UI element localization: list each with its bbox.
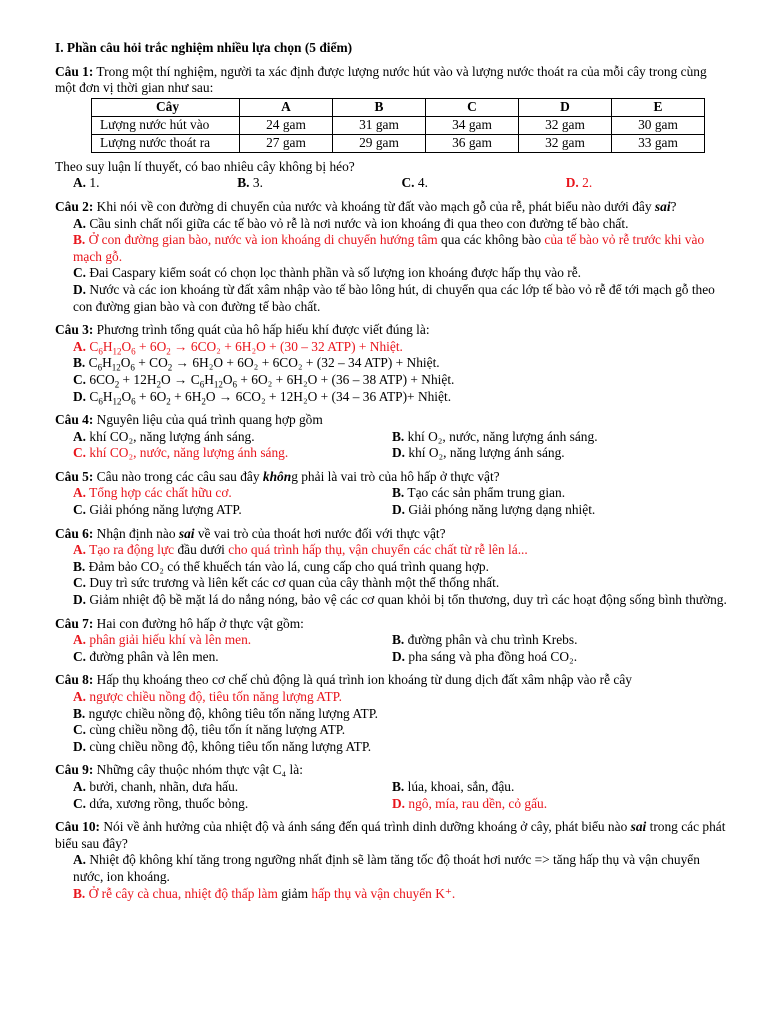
question-text: Trong một thí nghiệm, người ta xác định được lượng nước hút vào và lượng nước thoát ra của mỗi cây trong cùng một đơn vị thời gian như sau: <box>55 63 707 96</box>
option-c: C. Giải phóng năng lượng ATP. <box>73 502 242 518</box>
table-cell: 30 gam <box>612 116 705 134</box>
option-a: A. 1. <box>73 175 100 191</box>
table-cell: 24 gam <box>240 116 333 134</box>
option-b: B. 3. <box>237 175 263 191</box>
table-cell: 29 gam <box>333 134 426 152</box>
question-8: Câu 8: Hấp thụ khoáng theo cơ chế chủ động là quá trình ion khoáng từ dung dịch đất xâm nhập vào rễ cây A. ngược chiều nồng độ, tiêu tốn năng lượng ATP. B. ngược chiều nồng độ, không tiêu tốn năng lượng ATP. C. cùng chiều nồng độ, tiêu tốn ít năng lượng ATP. D. cùng chiều nồng độ, không tiêu tốn năng lượng ATP. <box>55 672 730 755</box>
option-b: B. Ở con đường gian bào, nước và ion khoáng di chuyển hướng tâm qua các không bào của tế bào vỏ rễ trước khi vào mạch gỗ. <box>73 232 705 264</box>
table-cell: 32 gam <box>519 116 612 134</box>
question-10: Câu 10: Nói về ảnh hưởng của nhiệt độ và ánh sáng đến quá trình dinh dưỡng khoáng ở cây, phát biểu nào sai trong các phát biểu sau đây? A. Nhiệt độ không khí tăng trong ngưỡng nhất định sẽ làm tăng tốc độ thoát hơi nước => tăng hấp thụ và vận chuyển nước, ion khoáng. B. Ở rễ cây cà chua, nhiệt độ thấp làm giảm hấp thụ và vận chuyển K⁺. <box>55 819 730 902</box>
option-c: C. cùng chiều nồng độ, tiêu tốn ít năng lượng ATP. <box>73 722 346 738</box>
option-c: C. đường phân và lên men. <box>73 648 219 664</box>
option-b: B. Tạo các sản phẩm trung gian. <box>392 485 566 501</box>
option-d: D. khí O₂, năng lượng ánh sáng. <box>392 445 565 461</box>
option-c: C. 4. <box>401 175 428 191</box>
table-row <box>92 116 705 134</box>
option-a: A. bưởi, chanh, nhãn, dưa hấu. <box>73 778 239 794</box>
table-header-cell: B <box>333 98 426 116</box>
table-header-cell: A <box>240 98 333 116</box>
option-a: A. phân giải hiếu khí và lên men. <box>73 632 252 648</box>
table-cell: 27 gam <box>240 134 333 152</box>
question-9: Câu 9: Những cây thuộc nhóm thực vật C₄ là: A. bưởi, chanh, nhãn, dưa hấu. B. lúa, khoai, sắn, đậu. C. dứa, xương rồng, thuốc bỏng. D. ngô, mía, rau dền, cỏ gấu. <box>55 762 730 812</box>
table-cell: Lượng nước hút vào <box>92 116 240 134</box>
table-cell: Lượng nước thoát ra <box>92 134 240 152</box>
option-d: D. cùng chiều nồng độ, không tiêu tốn năng lượng ATP. <box>73 738 372 754</box>
table-cell: 33 gam <box>612 134 705 152</box>
table-header-cell: C <box>426 98 519 116</box>
option-b: B. Đảm bảo CO₂ có thể khuếch tán vào lá, cung cấp cho quá trình quang hợp. <box>73 558 489 574</box>
option-c: C. $6CO_2 + 12H_2O \to C_6H_{12}O_6 + 6O_2 + 6H_2O + (36 - 38$ ATP) + Nhiệt. <box>73 371 455 390</box>
question-label: Câu 1: <box>55 63 94 79</box>
question-7: Câu 7: Hai con đường hô hấp ở thực vật gồm: A. phân giải hiếu khí và lên men. B. đường phân và chu trình Krebs. C. đường phân và lên men. D. pha sáng và pha đồng hoá CO₂. <box>55 616 730 666</box>
table-cell: 34 gam <box>426 116 519 134</box>
question-5: Câu 5: Câu nào trong các câu sau đây không phải là vai trò của hô hấp ở thực vật? A. Tổng hợp các chất hữu cơ. B. Tạo các sản phẩm trung gian. C. Giải phóng năng lượng ATP. D. Giải phóng năng lượng dạng nhiệt. <box>55 469 730 519</box>
question-text: Theo suy luận lí thuyết, có bao nhiêu cây không bị héo? <box>55 158 355 174</box>
table-header-row <box>92 98 705 116</box>
option-b: B. Ở rễ cây cà chua, nhiệt độ thấp làm giảm hấp thụ và vận chuyển K⁺. <box>73 885 456 901</box>
option-c: C. Đai Caspary kiểm soát có chọn lọc thành phần và số lượng ion khoáng được hấp thụ vào rễ. <box>73 265 582 281</box>
table-header-cell: E <box>612 98 705 116</box>
option-d: D. ngô, mía, rau dền, cỏ gấu. <box>392 795 548 811</box>
question-3: Câu 3: Phương trình tổng quát của hô hấp hiếu khí được viết đúng là: A. $C_6H_{12}O_6 + 6O_2 \to 6CO_2 + 6H_2O + (30 - 32$ ATP) + Nhiệt. B. $C_6H_{12}O_6 + CO_2 \to 6H_2O + 6O_2 + 6CO_2 + (32 - 34$ ATP) + Nhiệt. C. $6CO_2 + 12H_2O \to C_6H_{12}O_6 + 6O_2 + 6H_2O + (36 - 38$ ATP) + Nhiệt. D. $C_6H_{12}O_6 + 6O_2 + 6H_2O \to 6CO_2 + 12H_2O + (34 - 36$ ATP)+ Nhiệt. <box>55 322 730 405</box>
table-cell: 36 gam <box>426 134 519 152</box>
option-d: D. Giảm nhiệt độ bề mặt lá do nắng nóng, bảo vệ các cơ quan khỏi bị tổn thương, duy trì các hoạt động sống bình thường. <box>73 592 727 608</box>
option-d: D. Nước và các ion khoáng từ đất xâm nhập vào tế bào lông hút, di chuyển qua các lớp tế bào vỏ rễ để tới mạch gỗ theo con đường gian bào và con đường tế bào chất. <box>73 281 715 314</box>
option-b: B. ngược chiều nồng độ, không tiêu tốn năng lượng ATP. <box>73 705 379 721</box>
option-b: B. lúa, khoai, sắn, đậu. <box>392 778 515 794</box>
option-d: D. $C_6H_{12}O_6 + 6O_2 + 6H_2O \to 6CO_2 + 12H_2O + (34 - 36$ ATP)+ Nhiệt. <box>73 388 452 407</box>
question-4: Câu 4: Nguyên liệu của quá trình quang hợp gồm A. khí CO₂, năng lượng ánh sáng. B. khí O₂, nước, năng lượng ánh sáng. C. khí CO₂, nước, năng lượng ánh sáng. D. khí O₂, năng lượng ánh sáng. <box>55 412 730 462</box>
option-a: A. Nhiệt độ không khí tăng trong ngưỡng nhất định sẽ làm tăng tốc độ thoát hơi nước => tăng hấp thụ và vận chuyển nước, ion khoáng. <box>73 852 700 884</box>
section-title: I. Phần câu hỏi trắc nghiệm nhiều lựa chọn (5 điểm) <box>55 40 353 55</box>
option-a: A. $C_6H_{12}O_6 + 6O_2 \to 6CO_2 + 6H_2O + (30 - 32$ ATP) + Nhiệt. <box>73 338 403 357</box>
table-header-cell: D <box>519 98 612 116</box>
option-d: D. Giải phóng năng lượng dạng nhiệt. <box>392 502 596 518</box>
option-d: D. 2. <box>565 175 593 191</box>
option-a: A. Cầu sinh chất nối giữa các tế bào vỏ rễ là nơi nước và ion khoáng đi qua theo con đường tế bào chất. <box>73 215 629 231</box>
option-b: B. $C_6H_{12}O_6 + CO_2 \to 6H_2O + 6O_2 + 6CO_2 + (32 - 34$ ATP) + Nhiệt. <box>73 355 440 373</box>
option-a: A. ngược chiều nồng độ, tiêu tốn năng lượng ATP. <box>73 689 342 704</box>
table-row <box>92 134 705 152</box>
option-a: A. Tạo ra động lực đầu dưới cho quá trình hấp thụ, vận chuyển các chất từ rễ lên lá... <box>73 542 528 558</box>
option-a: A. Tổng hợp các chất hữu cơ. <box>73 485 232 501</box>
exam-page <box>55 40 730 902</box>
table-header-cell: Cây <box>92 98 240 116</box>
water-table <box>91 98 705 153</box>
question-1 <box>55 64 730 192</box>
question-6: Câu 6: Nhận định nào sai về vai trò của thoát hơi nước đối với thực vật? A. Tạo ra động lực đầu dưới cho quá trình hấp thụ, vận chuyển các chất từ rễ lên lá... B. Đảm bảo CO₂ có thể khuếch tán vào lá, cung cấp cho quá trình quang hợp. C. Duy trì sức trương và liên kết các cơ quan của cây thành một thể thống nhất. D. Giảm nhiệt độ bề mặt lá do nắng nóng, bảo vệ các cơ quan khỏi bị tổn thương, duy trì các hoạt động sống bình thường. <box>55 526 730 609</box>
table-cell: 31 gam <box>333 116 426 134</box>
option-b: B. khí O₂, nước, năng lượng ánh sáng. <box>392 428 598 444</box>
option-c: C. Duy trì sức trương và liên kết các cơ quan của cây thành một thể thống nhất. <box>73 575 500 591</box>
option-d: D. pha sáng và pha đồng hoá CO₂. <box>392 648 578 664</box>
option-c: C. khí CO₂, nước, năng lượng ánh sáng. <box>73 445 289 461</box>
option-a: A. khí CO₂, năng lượng ánh sáng. <box>73 428 255 444</box>
option-b: B. đường phân và chu trình Krebs. <box>392 632 578 648</box>
table-cell: 32 gam <box>519 134 612 152</box>
question-2: Câu 2: Khi nói về con đường di chuyển của nước và khoáng từ đất vào mạch gỗ của rễ, phát biểu nào dưới đây sai? A. Cầu sinh chất nối giữa các tế bào vỏ rễ là nơi nước và ion khoáng đi qua theo con đường tế bào chất. B. Ở con đường gian bào, nước và ion khoáng di chuyển hướng tâm qua các không bào của tế bào vỏ rễ trước khi vào mạch gỗ. C. Đai Caspary kiểm soát có chọn lọc thành phần và số lượng ion khoáng được hấp thụ vào rễ. D. Nước và các ion khoáng từ đất xâm nhập vào tế bào lông hút, di chuyển qua các lớp tế bào vỏ rễ để tới mạch gỗ theo con đường gian bào và con đường tế bào chất. <box>55 199 730 315</box>
option-c: C. dứa, xương rồng, thuốc bỏng. <box>73 795 249 811</box>
